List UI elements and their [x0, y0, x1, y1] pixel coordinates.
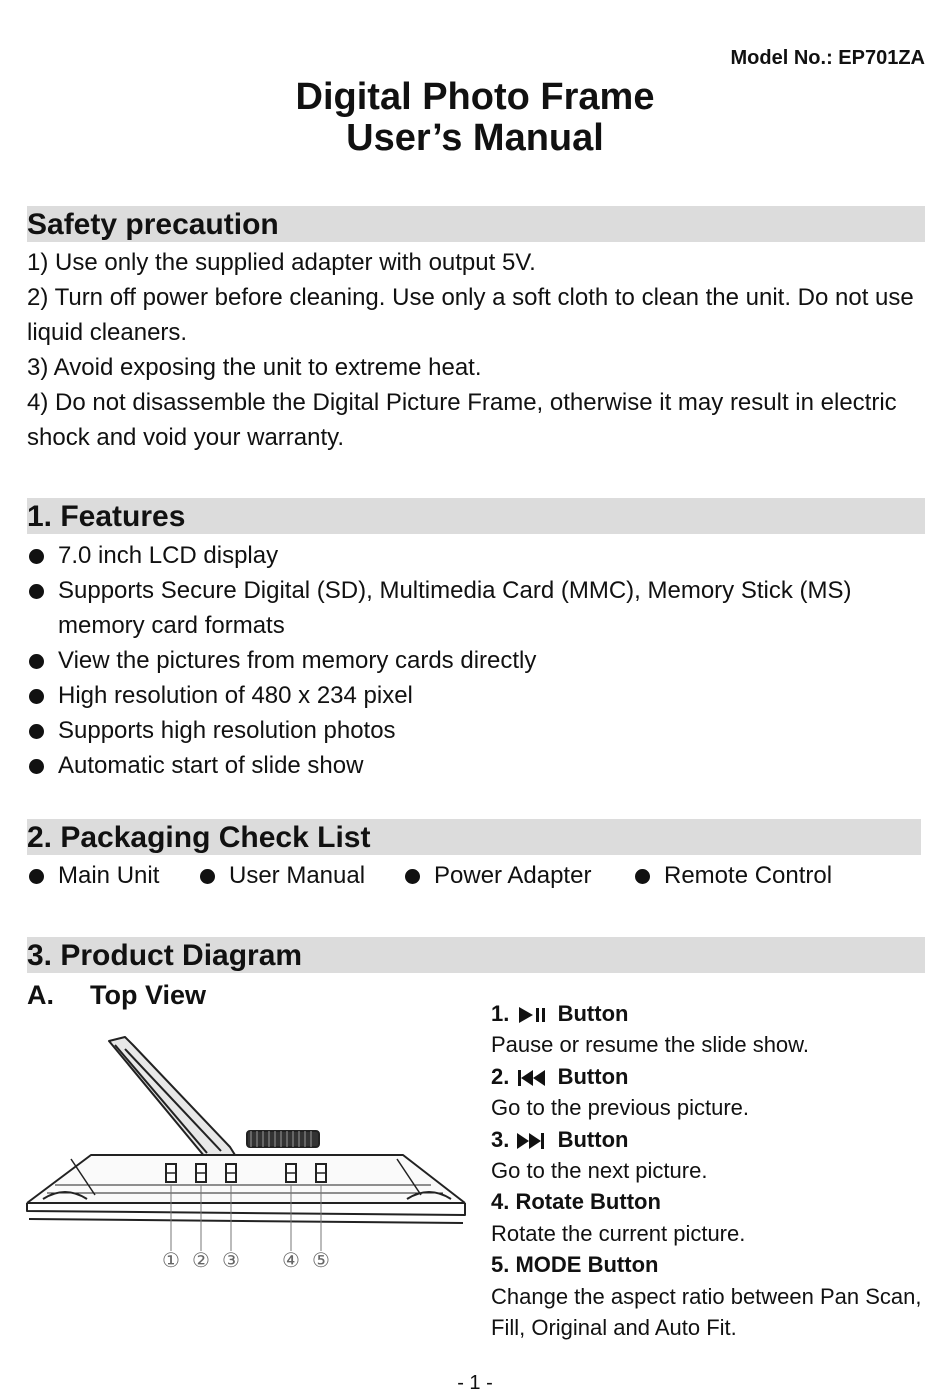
- feature-item: Supports high resolution photos: [27, 713, 925, 748]
- callout-5: ⑤: [312, 1248, 330, 1272]
- button-number: 5.: [491, 1252, 510, 1278]
- safety-item: 3) Avoid exposing the unit to extreme heat.: [27, 354, 482, 381]
- button-desc-2: Go to the previous picture.: [491, 1095, 750, 1121]
- callout-4: ④: [282, 1248, 300, 1272]
- button-heading-2: [491, 1061, 931, 1092]
- document-subtitle: User’s Manual: [346, 117, 604, 159]
- feature-item: [27, 573, 925, 643]
- button-number: 1.: [491, 1001, 510, 1026]
- features-heading: 1. Features: [27, 498, 925, 534]
- packaging-item: Main Unit: [27, 858, 159, 893]
- safety-item: 1) Use only the supplied adapter with output 5V.: [27, 249, 536, 276]
- button-heading-5: [491, 1249, 931, 1280]
- button-heading-1: [491, 998, 931, 1029]
- button-desc-5: Change the aspect ratio between Pan Scan, Fill, Original and Auto Fit.: [491, 1283, 922, 1341]
- packaging-heading: 2. Packaging Check List: [27, 819, 921, 855]
- button-label: Button: [557, 1063, 629, 1089]
- safety-item: 2) Turn off power before cleaning. Use only a soft cloth to clean the unit. Do not use liquid cleaners.: [27, 284, 914, 346]
- model-number: Model No.: EP701ZA: [730, 47, 925, 69]
- button-label: Button: [557, 1001, 629, 1026]
- previous-icon: [515, 1061, 551, 1092]
- play-pause-icon: [515, 998, 551, 1029]
- button-number: 2.: [491, 1063, 510, 1089]
- callout-3: ③: [222, 1248, 240, 1272]
- button-label: MODE Button: [515, 1252, 659, 1278]
- button-descriptions: [491, 998, 931, 1343]
- top-view-diagram: [25, 1035, 470, 1275]
- button-desc-3: Go to the next picture.: [491, 1158, 708, 1184]
- feature-item: Automatic start of slide show: [27, 748, 925, 783]
- top-view-title: Top View: [90, 980, 207, 1010]
- next-icon: [515, 1124, 551, 1155]
- button-desc-1: Pause or resume the slide show.: [491, 1032, 809, 1058]
- button-label: Button: [557, 1126, 629, 1152]
- feature-item: 7.0 inch LCD display: [27, 538, 925, 573]
- document-title: Digital Photo Frame: [295, 76, 655, 118]
- safety-item: 4) Do not disassemble the Digital Picture Frame, otherwise it may result in electric shock and void your warranty.: [27, 389, 897, 451]
- button-number: 3.: [491, 1126, 510, 1152]
- packaging-item: User Manual: [198, 858, 365, 893]
- feature-item: View the pictures from memory cards directly: [27, 643, 925, 678]
- safety-list: [27, 245, 925, 455]
- feature-item-text: Supports Secure Digital (SD), Multimedia Card (MMC), Memory Stick (MS) memory card formats: [58, 577, 852, 639]
- button-heading-3: [491, 1124, 931, 1155]
- feature-item: High resolution of 480 x 234 pixel: [27, 678, 925, 713]
- button-desc-4: Rotate the current picture.: [491, 1220, 746, 1246]
- diagram-heading: 3. Product Diagram: [27, 937, 925, 973]
- packaging-item: Remote Control: [633, 858, 832, 893]
- page-number: - 1 -: [457, 1372, 493, 1394]
- packaging-item: Power Adapter: [403, 858, 591, 893]
- button-heading-4: [491, 1186, 931, 1217]
- features-list: [27, 538, 925, 783]
- callout-2: ②: [192, 1248, 210, 1272]
- callout-1: ①: [162, 1248, 180, 1272]
- button-label: Rotate Button: [515, 1189, 661, 1215]
- safety-heading: Safety precaution: [27, 206, 925, 242]
- button-number: 4.: [491, 1189, 510, 1215]
- top-view-letter: A.: [27, 980, 54, 1010]
